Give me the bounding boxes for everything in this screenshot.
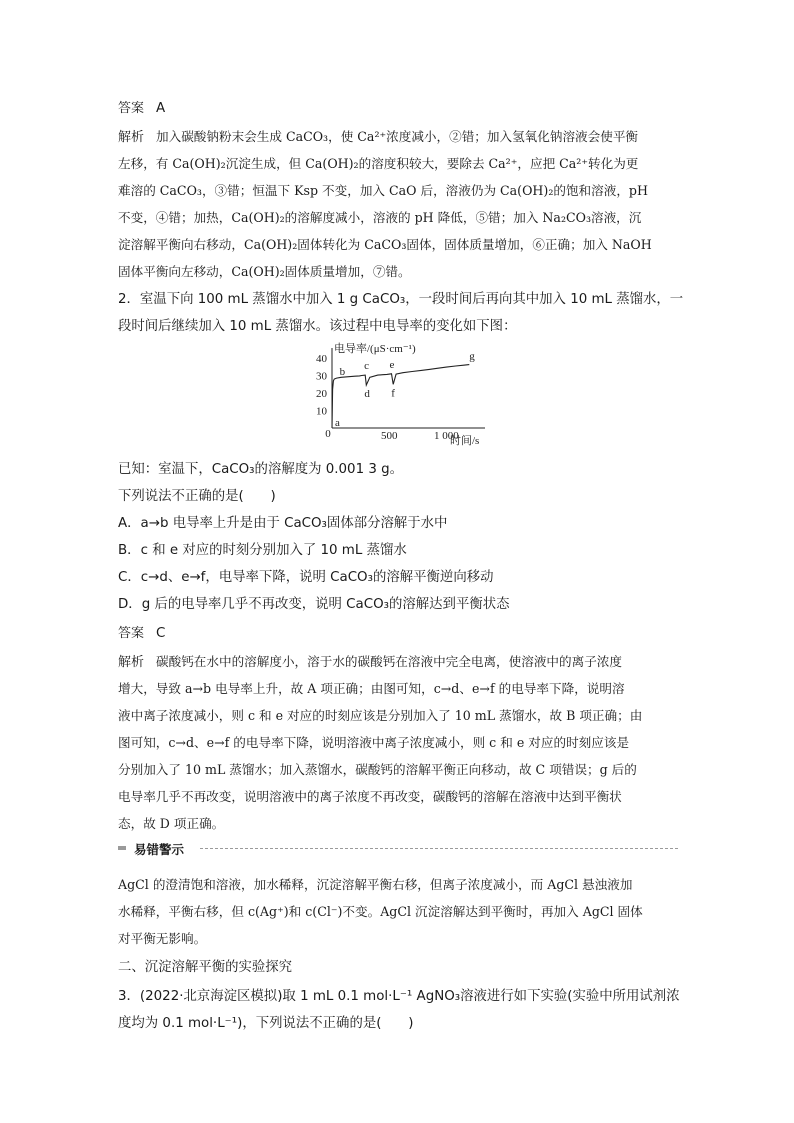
analysis-line: 左移，有 Ca(OH)₂沉淀生成，但 Ca(OH)₂的溶度积较大，要除去 Ca²⁺，应把 Ca²⁺转化为更 — [118, 156, 639, 171]
point-label: d — [364, 388, 370, 401]
analysis-line: 难溶的 CaCO₃，③错；恒温下 Ksp 不变，加入 CaO 后，溶液仍为 Ca(OH)₂的饱和溶液，pH — [118, 183, 648, 198]
x-tick-label: 500 — [380, 430, 398, 442]
point-label: g — [469, 350, 475, 363]
question-2-stem: 2．室温下向 100 mL 蒸馏水中加入 1 g CaCO₃，一段时间后再向其中加入 10 mL 蒸馏水，一 — [118, 292, 684, 307]
analysis-line: 电导率几乎不再改变，说明溶液中的离子浓度不再改变，碳酸钙的溶解在溶液中达到平衡状 — [118, 789, 622, 804]
point-label: f — [391, 387, 395, 400]
analysis-line: 图可知，c→d、e→f 的电导率下降，说明溶液中离子浓度减小，则 c 和 e 对应的时刻应该是 — [118, 735, 630, 750]
question-3-stem: 度均为 0.1 mol·L⁻¹)，下列说法不正确的是( ) — [118, 1016, 414, 1031]
warning-marker — [118, 846, 126, 850]
x-tick-label: 1 000 — [434, 430, 459, 442]
answer-line-q2: 答案 C — [118, 626, 166, 641]
point-label: e — [389, 358, 395, 371]
answer-line-q1: 答案 A — [118, 101, 166, 116]
warning-text: 水稀释，平衡右移，但 c(Ag⁺)和 c(Cl⁻)不变。AgCl 沉淀溶解达到平衡时，再加入 AgCl 固体 — [118, 904, 643, 919]
point-label: b — [339, 366, 346, 379]
analysis-line: 液中离子浓度减小，则 c 和 e 对应的时刻应该是分别加入了 10 mL 蒸馏水，故 B 项正确；由 — [118, 708, 643, 723]
given-info: 已知：室温下，CaCO₃的溶解度为 0.001 3 g。 — [118, 462, 404, 477]
option-b: B．c 和 e 对应的时刻分别加入了 10 mL 蒸馏水 — [118, 543, 407, 558]
conductivity-curve — [332, 365, 469, 428]
warning-text: AgCl 的澄清饱和溶液，加水稀释，沉淀溶解平衡右移，但离子浓度减小，而 AgCl 悬浊液加 — [118, 877, 633, 892]
question-prompt: 下列说法不正确的是( ) — [118, 489, 276, 504]
conductivity-chart — [310, 340, 510, 450]
question-3-stem: 3．(2022·北京海淀区模拟)取 1 mL 0.1 mol·L⁻¹ AgNO₃溶液进行如下实验(实验中所用试剂浓 — [118, 989, 680, 1004]
warning-title: 易错警示 — [134, 842, 185, 857]
question-2-stem: 段时间后继续加入 10 mL 蒸馏水。该过程中电导率的变化如下图： — [118, 319, 517, 334]
analysis-line: 固体平衡向左移动，Ca(OH)₂固体质量增加，⑦错。 — [118, 264, 411, 279]
section-heading: 二、沉淀溶解平衡的实验探究 — [118, 960, 293, 975]
origin-label: 0 — [325, 428, 331, 440]
y-tick-label: 30 — [316, 370, 327, 383]
chart-y-axis-label: 电导率/(μS·cm⁻¹) — [334, 343, 416, 355]
analysis-line: 增大，导致 a→b 电导率上升，故 A 项正确；由图可知，c→d、e→f 的电导率下降，说明溶 — [118, 681, 625, 696]
analysis-line: 不变，④错；加热，Ca(OH)₂的溶解度减小，溶液的 pH 降低，⑤错；加入 Na₂CO₃溶液，沉 — [118, 210, 642, 225]
analysis-line: 解析 加入碳酸钠粉末会生成 CaCO₃，使 Ca²⁺浓度减小，②错；加入氢氧化钠溶液会使平衡 — [118, 129, 639, 145]
warning-divider — [200, 848, 678, 849]
warning-text: 对平衡无影响。 — [118, 931, 207, 946]
option-d: D．g 后的电导率几乎不再改变，说明 CaCO₃的溶解达到平衡状态 — [118, 597, 510, 612]
y-tick-label: 40 — [316, 353, 327, 365]
point-label: c — [364, 360, 370, 373]
option-a: A．a→b 电导率上升是由于 CaCO₃固体部分溶解于水中 — [118, 516, 448, 531]
analysis-line: 分别加入了 10 mL 蒸馏水；加入蒸馏水，碳酸钙的溶解平衡正向移动，故 C 项错误；g 后的 — [118, 762, 637, 777]
error-warning-header — [118, 840, 678, 856]
y-tick-label: 10 — [316, 405, 327, 418]
analysis-line: 淀溶解平衡向右移动，Ca(OH)₂固体转化为 CaCO₃固体，固体质量增加，⑥正确；加入 NaOH — [118, 237, 652, 252]
analysis-line: 态，故 D 项正确。 — [118, 816, 225, 831]
analysis-line: 解析 碳酸钙在水中的溶解度小，溶于水的碳酸钙在溶液中完全电离，使溶液中的离子浓度 — [118, 654, 622, 670]
y-tick-label: 20 — [316, 388, 327, 400]
point-label: a — [335, 417, 340, 429]
chart-x-axis-label: 时间/s — [450, 435, 480, 447]
option-c: C．c→d、e→f，电导率下降，说明 CaCO₃的溶解平衡逆向移动 — [118, 570, 494, 585]
